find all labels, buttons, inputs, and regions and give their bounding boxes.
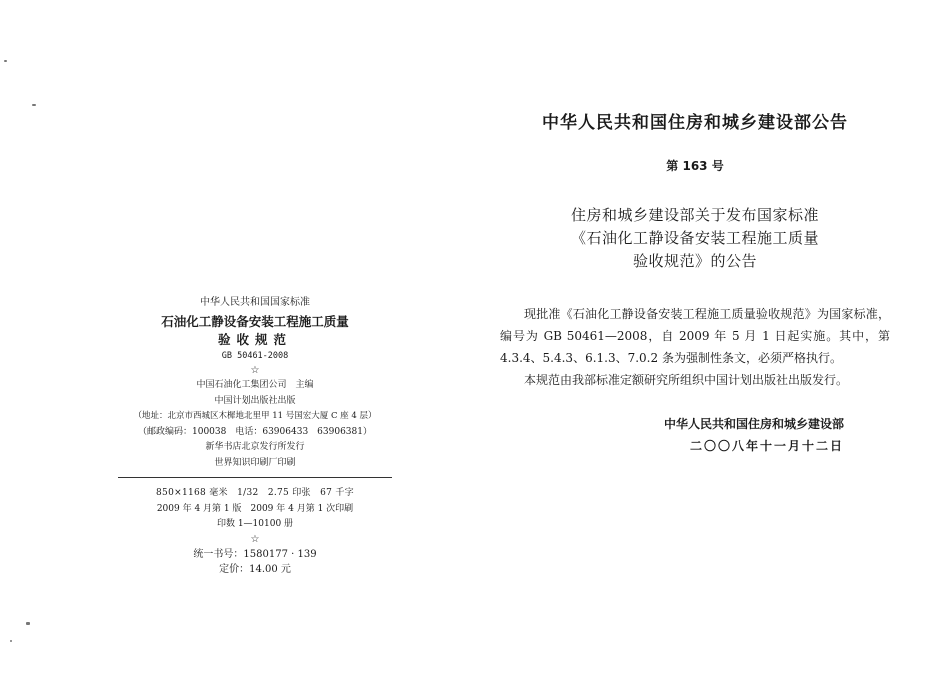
publisher-line: 中国计划出版社出版 (214, 395, 296, 406)
announcement-number: 第 163 号 (666, 159, 724, 173)
edition-line: 2009 年 4 月第 1 版 2009 年 4 月第 1 次印刷 (156, 503, 354, 514)
imprint-top (110, 295, 400, 471)
announcement-page (500, 108, 890, 457)
star-icon: ☆ (250, 365, 260, 376)
body-paragraph: 本规范由我部标准定额研究所组织中国计划出版社出版发行。 (524, 373, 849, 387)
scan-speck (32, 104, 36, 106)
book-title: 石油化工静设备安装工程施工质量 (161, 313, 349, 329)
star-icon: ☆ (250, 533, 260, 545)
standard-series: 中华人民共和国国家标准 (200, 297, 310, 308)
scan-speck (4, 60, 7, 62)
imprint-bottom (110, 486, 400, 578)
print-run-line: 印数 1—10100 册 (216, 519, 294, 529)
announcement-title: 中华人民共和国住房和城乡建设部公告 (542, 113, 848, 133)
publisher-address: （地址：北京市西城区木樨地北里甲 11 号国宏大厦 C 座 4 层） (133, 411, 377, 421)
heading-line: 《石油化工静设备安装工程施工质量 (570, 229, 819, 247)
book-subtitle: 验收规范 (217, 331, 292, 347)
imprint-divider (118, 477, 392, 478)
heading-line: 住房和城乡建设部关于发布国家标准 (570, 206, 819, 224)
scan-speck (26, 622, 30, 625)
publisher-contact: （邮政编码：100038 电话：63906433 63906381） (138, 426, 372, 437)
body-paragraph: 现批准《石油化工静设备安装工程施工质量验收规范》为国家标准，编号为 GB 50461—2008，自 2009 年 5 月 1 日起实施。其中，第 4.3.4、5.4.3、6.1.3、7.0.2 条为强制性条文，必须严格执行。 (500, 307, 890, 365)
price-line: 定价：14.00 元 (219, 564, 291, 575)
announcement-body (500, 303, 890, 391)
imprint-block (110, 295, 400, 578)
editor-line: 中国石油化工集团公司 主编 (196, 380, 314, 390)
unified-book-number: 统一书号：1580177 · 139 (193, 548, 317, 560)
announcement-heading (500, 204, 890, 273)
heading-line: 验收规范》的公告 (632, 252, 757, 270)
printer-line: 世界知识印刷厂印刷 (214, 457, 296, 468)
issuing-authority: 中华人民共和国住房和城乡建设部 (663, 417, 844, 431)
format-line: 850×1168 毫米 1/32 2.75 印张 67 千字 (156, 488, 354, 498)
standard-number: GB 50461-2008 (221, 350, 289, 361)
distributor-line: 新华书店北京发行所发行 (205, 442, 305, 452)
scan-speck (10, 640, 12, 642)
issue-date: 二〇〇八年十一月十二日 (689, 439, 844, 453)
